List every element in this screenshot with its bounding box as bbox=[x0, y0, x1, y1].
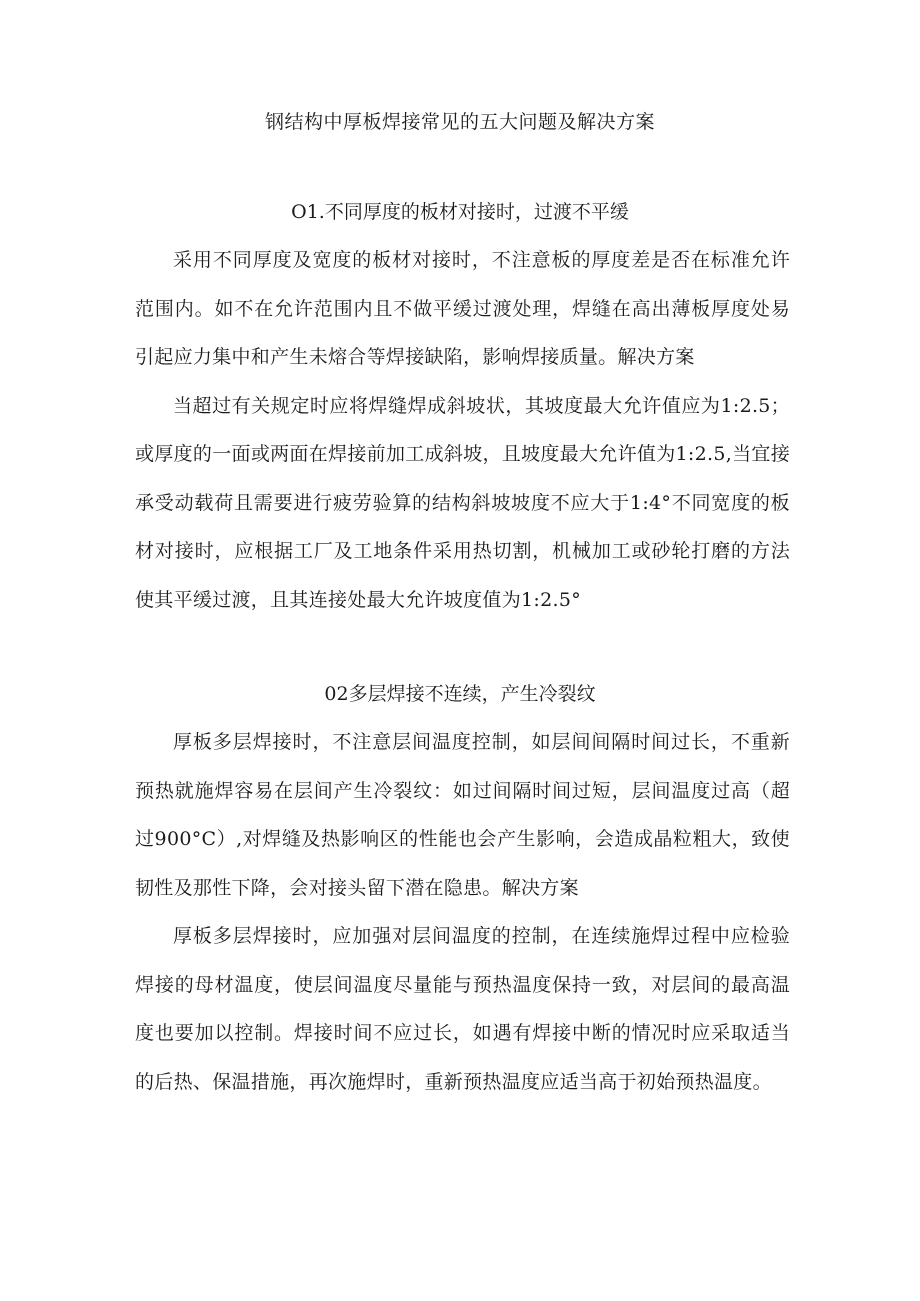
section-1-heading: O1.不同厚度的板材对接时，过渡不平缓 bbox=[291, 201, 629, 223]
section-1-paragraph-1: 采用不同厚度及宽度的板材对接时，不注意板的厚度差是否在标准允许范围内。如不在允许范围内且不做平缓过渡处理，焊缝在高出薄板厚度处易引起应力集中和产生未熔合等焊接缺陷，影响焊接质量。解决方案 bbox=[135, 249, 790, 368]
section-1-paragraph-2: 当超过有关规定时应将焊缝焊成斜坡状，其坡度最大允许值应为1:2.5；或厚度的一面或两面在焊接前加工成斜坡，且坡度最大允许值为1:2.5,当宜接承受动载荷且需要进行疲劳验算的结构斜坡坡度不应大于1:4°不同宽度的板材对接时，应根据工厂及工地条件采用热切割，机械加工或砂轮打磨的方法使其平缓过渡，且其连接处最大允许坡度值为1:2.5° bbox=[135, 394, 790, 611]
document-title: 钢结构中厚板焊接常见的五大问题及解决方案 bbox=[264, 111, 655, 133]
section-2-heading: 02多层焊接不连续，产生冷裂纹 bbox=[324, 683, 596, 705]
section-2-paragraph-2: 厚板多层焊接时，应加强对层间温度的控制，在连续施焊过程中应检验焊接的母材温度，使层间温度尽量能与预热温度保持一致，对层间的最高温度也要加以控制。焊接时间不应过长，如遇有焊接中断的情况时应采取适当的后热、保温措施，再次施焊时，重新预热温度应适当高于初始预热温度。 bbox=[135, 925, 790, 1093]
section-2-body bbox=[135, 718, 790, 1106]
section-1-body bbox=[135, 236, 790, 624]
section-2-paragraph-1: 厚板多层焊接时，不注意层间温度控制，如层间间隔时间过长，不重新预热就施焊容易在层间产生冷裂纹：如过间隔时间过短，层间温度过高（超过900°C）,对焊缝及热影响区的性能也会产生影响，会造成晶粒粗大，致使韧性及那性下降，会对接头留下潜在隐患。解决方案 bbox=[135, 731, 790, 899]
